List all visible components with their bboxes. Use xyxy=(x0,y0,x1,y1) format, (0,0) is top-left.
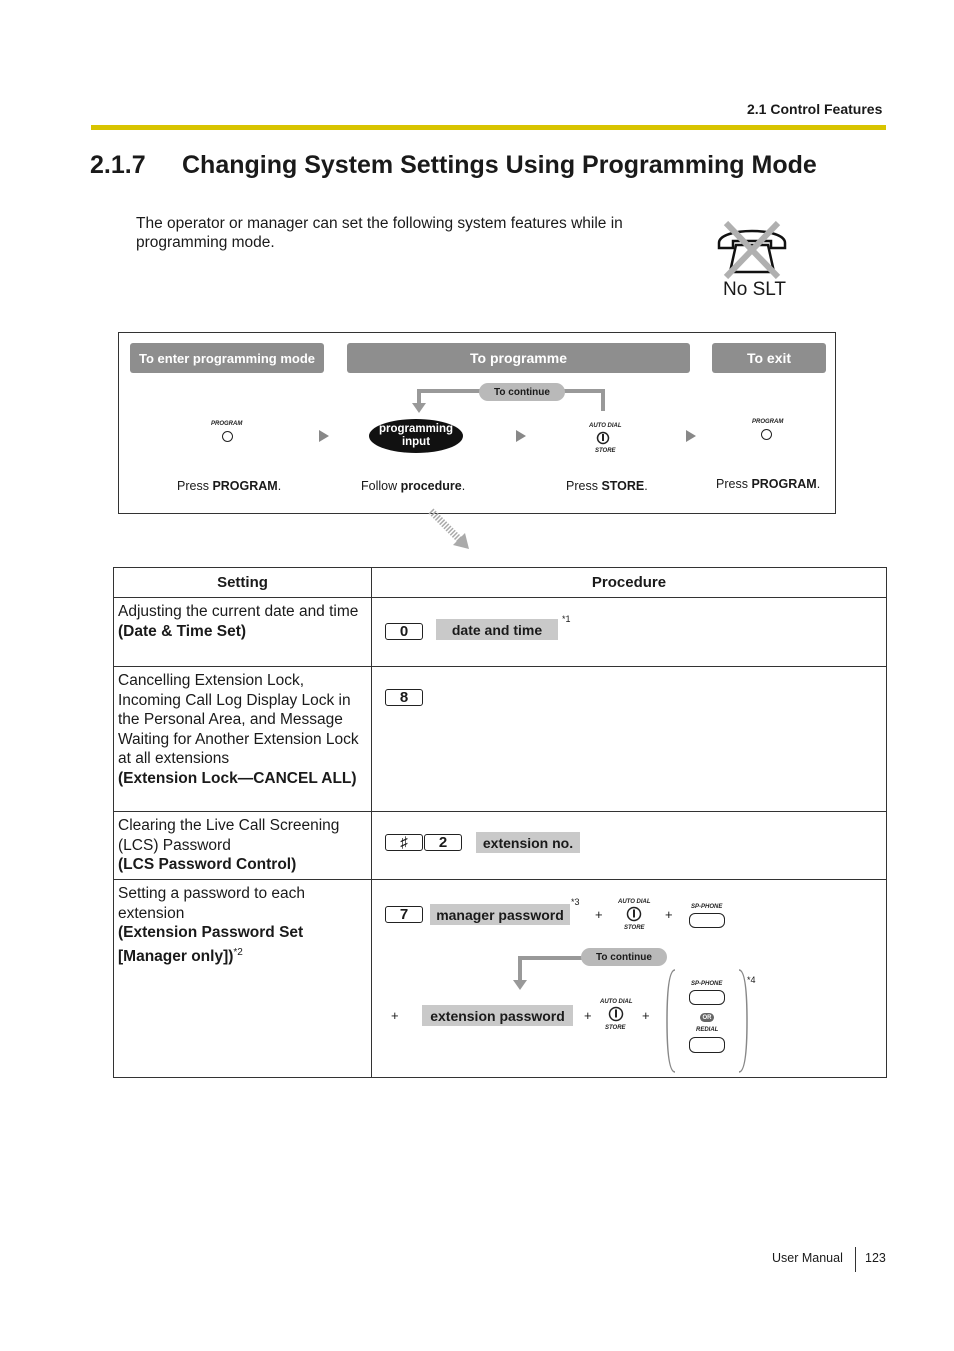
store-button-icon xyxy=(596,431,610,445)
redial-button-icon xyxy=(689,1037,725,1053)
step-press-store: Press STORE. xyxy=(566,479,648,493)
setting-cell: Setting a password to each extension (Extension Password Set [Manager only])$^{*2}$ xyxy=(114,880,372,1078)
exit-label: To exit xyxy=(712,343,826,373)
table-row xyxy=(114,667,887,812)
setting-cell: Clearing the Live Call Screening (LCS) Password (LCS Password Control) xyxy=(114,812,372,880)
auto-dial-label: AUTO DIAL xyxy=(600,999,633,1005)
section-header: 2.1 Control Features xyxy=(747,101,883,117)
table-row xyxy=(114,598,887,667)
program-button-icon xyxy=(761,429,772,440)
settings-table xyxy=(113,567,887,1078)
footer-divider xyxy=(855,1247,856,1272)
to-continue-badge: To continue xyxy=(581,948,667,966)
table-row xyxy=(114,812,887,880)
programming-flow xyxy=(118,332,836,514)
to-continue-badge: To continue xyxy=(479,383,565,401)
program-button-icon xyxy=(222,431,233,442)
intro-paragraph: The operator or manager can set the following system features while in programming mode. xyxy=(136,215,623,251)
or-badge: OR xyxy=(700,1013,714,1022)
plus-sign: + xyxy=(665,907,673,922)
footnote-ref: *3 xyxy=(571,897,580,907)
key-0: 0 xyxy=(385,623,423,640)
page-title xyxy=(90,151,817,180)
plus-sign: + xyxy=(391,1008,399,1023)
extension-password-box: extension password xyxy=(422,1005,573,1026)
store-label: STORE xyxy=(595,448,616,454)
arrow-right-icon xyxy=(516,430,526,442)
key-7: 7 xyxy=(385,906,423,923)
plus-sign: + xyxy=(584,1008,592,1023)
arrow-right-icon xyxy=(319,430,329,442)
store-button-icon xyxy=(626,906,642,922)
col-setting-header: Setting xyxy=(114,568,372,598)
setting-cell: Adjusting the current date and time (Date & Time Set) xyxy=(114,598,372,667)
down-arrow-icon xyxy=(425,505,475,553)
table-row xyxy=(114,880,887,1078)
program-key-label: PROGRAM xyxy=(752,419,784,425)
footer-manual: User Manual xyxy=(772,1251,843,1265)
plus-sign: + xyxy=(595,907,603,922)
manager-password-box: manager password xyxy=(430,904,570,925)
auto-dial-label: AUTO DIAL xyxy=(618,899,651,905)
sp-phone-button-icon xyxy=(689,913,725,928)
enter-mode-label: To enter programming mode xyxy=(130,343,324,373)
sp-phone-label: SP-PHONE xyxy=(691,981,723,987)
extension-no-box: extension no. xyxy=(476,832,580,853)
plus-sign: + xyxy=(642,1008,650,1023)
step-press-program: Press PROGRAM. xyxy=(177,479,282,493)
footnote-ref: *4 xyxy=(747,975,756,985)
programming-input-oval: programming input xyxy=(369,419,463,453)
no-slt-phone-icon xyxy=(716,221,790,279)
setting-cell: Cancelling Extension Lock, Incoming Call Log Display Lock in the Personal Area, and Message Waiting for Another Extension Lock at all extensions (Extension Lock—CANCEL ALL) xyxy=(114,667,372,812)
redial-label: REDIAL xyxy=(696,1027,719,1033)
date-time-box: date and time xyxy=(436,619,558,640)
programme-label: To programme xyxy=(347,343,690,373)
procedure-cell xyxy=(372,667,887,812)
program-key-label: PROGRAM xyxy=(211,421,243,427)
store-label: STORE xyxy=(605,1025,626,1031)
auto-dial-label: AUTO DIAL xyxy=(589,423,622,429)
no-slt-label: No SLT xyxy=(723,279,787,300)
key-2: 2 xyxy=(424,834,462,851)
section-number: 2.1.7 xyxy=(90,151,146,179)
procedure-cell xyxy=(372,880,887,1078)
footnote-ref: *1 xyxy=(562,614,571,624)
col-procedure-header: Procedure xyxy=(372,568,887,598)
procedure-cell xyxy=(372,812,887,880)
procedure-cell xyxy=(372,598,887,667)
header-rule xyxy=(91,125,886,130)
key-8: 8 xyxy=(385,689,423,706)
step-press-program-exit: Press PROGRAM. xyxy=(716,477,821,491)
store-button-icon xyxy=(608,1006,624,1022)
arrow-right-icon xyxy=(686,430,696,442)
sp-phone-button-icon xyxy=(689,990,725,1005)
key-hash: ♯ xyxy=(385,834,423,851)
title-text: Changing System Settings Using Programming Mode xyxy=(182,151,817,179)
store-label: STORE xyxy=(624,925,645,931)
step-follow-procedure: Follow procedure. xyxy=(361,479,466,493)
page-number: 123 xyxy=(865,1251,886,1265)
sp-phone-label: SP-PHONE xyxy=(691,904,723,910)
